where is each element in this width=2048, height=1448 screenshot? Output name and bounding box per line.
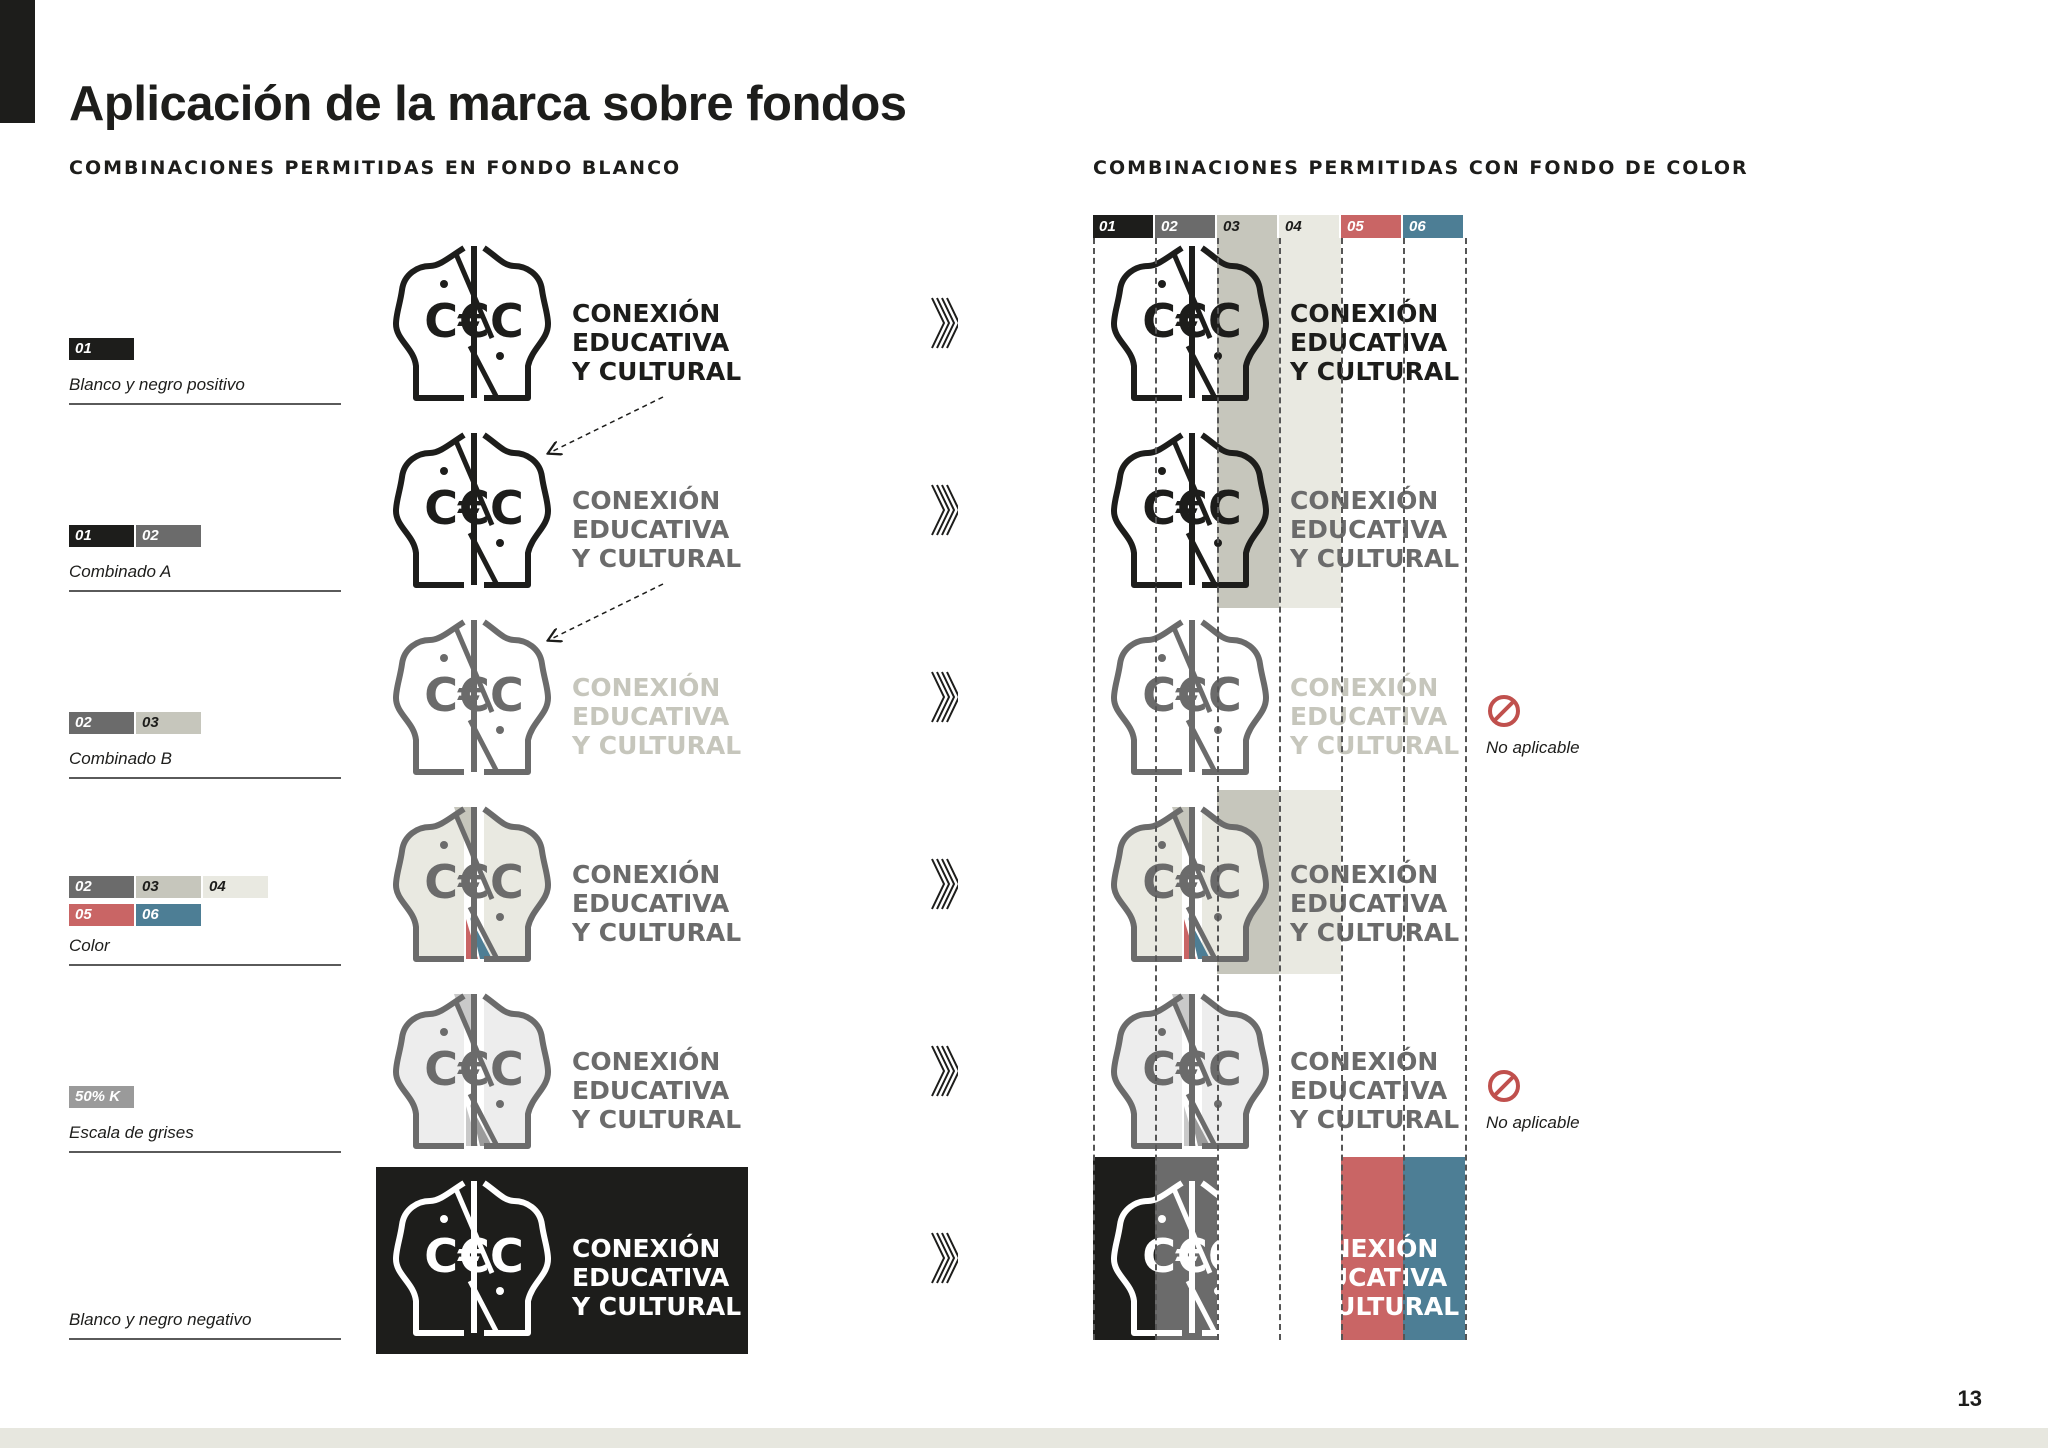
logo-monogram: C€C — [424, 668, 524, 722]
logo-wordmark-line: EDUCATIVA — [572, 889, 730, 918]
row-name: Color — [69, 936, 110, 955]
logo-wordmark-line: Y CULTURAL — [1290, 544, 1460, 573]
color-swatch: 06 — [136, 904, 201, 926]
color-swatch: 04 — [203, 876, 268, 898]
logo-monogram: C€C — [1142, 668, 1242, 722]
color-swatch: 01 — [69, 525, 134, 547]
color-swatch: 01 — [69, 338, 134, 360]
palette-chip: 05 — [1341, 215, 1401, 238]
footer-band — [0, 1428, 2048, 1448]
logo-monogram: C€C — [424, 855, 524, 909]
logo-wordmark-line: Y CULTURAL — [1290, 731, 1460, 760]
palette-chip: 06 — [1403, 215, 1463, 238]
color-swatch: 03 — [136, 712, 201, 734]
color-swatch: 02 — [69, 876, 134, 898]
logo-wordmark-line: EDUCATIVA — [572, 328, 730, 357]
logo-wordmark-line: Y CULTURAL — [572, 357, 742, 386]
subtitle-white-background: COMBINACIONES PERMITIDAS EN FONDO BLANCO — [69, 157, 682, 179]
logo-wordmark-line: CONEXIÓN — [1290, 486, 1439, 515]
logo-monogram: C€C — [1142, 481, 1242, 535]
color-swatch: 02 — [136, 525, 201, 547]
logo-wordmark-line: Y CULTURAL — [572, 1105, 742, 1134]
logo-wordmark-line: CONEXIÓN — [572, 486, 721, 515]
logo-wordmark-line: EDUCATIVA — [1290, 1263, 1448, 1292]
logo-wordmark-line: Y CULTURAL — [572, 918, 742, 947]
logo-monogram: C€C — [1142, 1042, 1242, 1096]
logo-wordmark-line: CONEXIÓN — [572, 673, 721, 702]
not-applicable-label: No aplicable — [1486, 1113, 1580, 1132]
color-swatch: 50% K — [69, 1086, 134, 1108]
color-swatch: 05 — [69, 904, 134, 926]
logo-monogram: C€C — [1142, 294, 1242, 348]
logo-wordmark-line: EDUCATIVA — [572, 515, 730, 544]
logo-wordmark-line: Y CULTURAL — [1290, 1292, 1460, 1321]
dashed-arrow-1 — [549, 397, 663, 453]
palette-chip: 03 — [1217, 215, 1277, 238]
logo-wordmark-line: EDUCATIVA — [1290, 889, 1448, 918]
logo-wordmark-line: Y CULTURAL — [572, 544, 742, 573]
color-swatch: 03 — [136, 876, 201, 898]
logo-wordmark-line: Y CULTURAL — [1290, 1105, 1460, 1134]
logo-monogram: C€C — [424, 294, 524, 348]
dashed-arrow-2 — [549, 584, 663, 640]
logo-wordmark-line: CONEXIÓN — [572, 1234, 721, 1263]
logo-monogram: C€C — [1142, 855, 1242, 909]
logo-monogram: C€C — [424, 1229, 524, 1283]
logo-wordmark-line: Y CULTURAL — [572, 731, 742, 760]
row-name: Combinado A — [69, 562, 172, 581]
logo-wordmark-line: EDUCATIVA — [1290, 702, 1448, 731]
logo-wordmark-line: CONEXIÓN — [572, 1047, 721, 1076]
row-name: Blanco y negro positivo — [69, 375, 245, 394]
logo-wordmark-line: CONEXIÓN — [1290, 673, 1439, 702]
color-swatch: 02 — [69, 712, 134, 734]
logo-wordmark-line: CONEXIÓN — [1290, 860, 1439, 889]
logo-wordmark-line: CONEXIÓN — [572, 299, 721, 328]
row-name: Escala de grises — [69, 1123, 194, 1142]
page-number: 13 — [1957, 1386, 1982, 1411]
logo-wordmark-line: CONEXIÓN — [1290, 1234, 1439, 1263]
row-name: Combinado B — [69, 749, 173, 768]
logo-wordmark-line: Y CULTURAL — [1290, 918, 1460, 947]
palette-chip: 04 — [1279, 215, 1339, 238]
logo-wordmark-line: EDUCATIVA — [1290, 515, 1448, 544]
logo-wordmark-line: EDUCATIVA — [572, 1076, 730, 1105]
not-applicable-label: No aplicable — [1486, 738, 1580, 757]
page-title: Aplicación de la marca sobre fondos — [69, 77, 907, 131]
palette-chip: 01 — [1093, 215, 1153, 238]
logo-wordmark-line: Y CULTURAL — [572, 1292, 742, 1321]
logo-wordmark-line: CONEXIÓN — [572, 860, 721, 889]
logo-wordmark-line: Y CULTURAL — [1290, 357, 1460, 386]
logo-monogram: C€C — [424, 1042, 524, 1096]
logo-wordmark-line: EDUCATIVA — [1290, 328, 1448, 357]
logo-wordmark-line: EDUCATIVA — [572, 1263, 730, 1292]
logo-wordmark-line: CONEXIÓN — [1290, 299, 1439, 328]
logo-wordmark-line: EDUCATIVA — [1290, 1076, 1448, 1105]
logo-wordmark-line: EDUCATIVA — [572, 702, 730, 731]
palette-chip: 02 — [1155, 215, 1215, 238]
logo-monogram: C€C — [424, 481, 524, 535]
logo-wordmark-line: CONEXIÓN — [1290, 1047, 1439, 1076]
subtitle-color-background: COMBINACIONES PERMITIDAS CON FONDO DE COLOR — [1093, 157, 1749, 179]
logo-monogram: C€C — [1142, 1229, 1242, 1283]
row-name: Blanco y negro negativo — [69, 1310, 252, 1329]
